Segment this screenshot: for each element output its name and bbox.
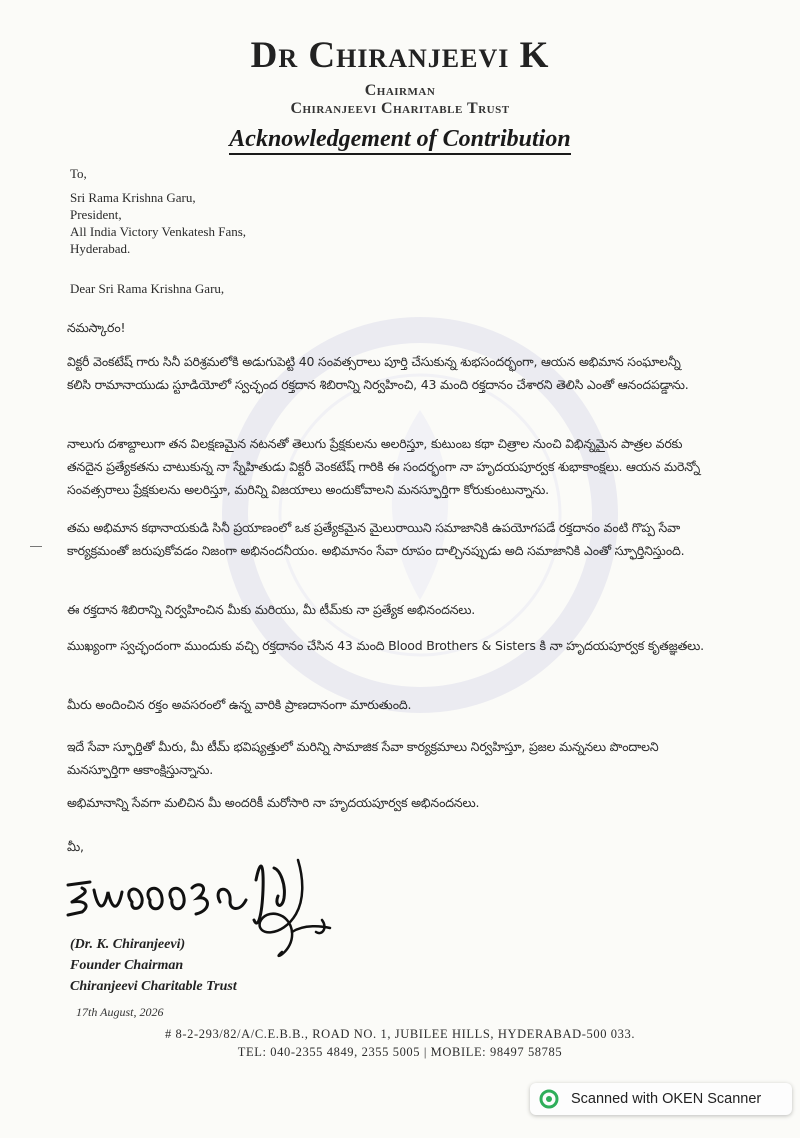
paragraph-1: విక్టరీ వెంకటేష్ గారు సినీ పరిశ్రమలోకి అడుగుపెట్టి 40 సంవత్సరాలు పూర్తి చేసుకున్న శుభసందర్భంగా, ఆయన అభిమాన సంఘాలన్నీ కలిసి రామానాయుడు స్టూడియోలో స్వచ్ఛంద రక్తదాన శిబిరాన్ని నిర్వహించి, 43 మంది రక్తదానం చేశారని తెలిసి ఎంతో ఆనందపడ్డాను. [67,354,689,392]
paragraph-4: ఈ రక్తదాన శిబిరాన్ని నిర్వహించిన మీకు మరియు, మీ టీమ్‌కు నా ప్రత్యేక అభినందనలు. [67,602,476,617]
paragraph-2: నాలుగు దశాబ్దాలుగా తన విలక్షణమైన నటనతో తెలుగు ప్రేక్షకులను అలరిస్తూ, కుటుంబ కథా చిత్రాల నుంచి విభిన్నమైన పాత్రల వరకు తనదైన ప్రత్యేకతను చాటుకున్న నా స్నేహితుడు విక్టరీ వెంకటేష్ గారికి ఈ సందర్భంగా నా హృదయపూర్వక శుభాకాంక్షలు. ఆయన మరెన్నో సంవత్సరాలు ప్రేక్షకులను అలరిస్తూ, మరిన్ని విజయాలు అందుకోవాలని మనస్ఫూర్తిగా కోరుకుంటున్నాను. [67,436,701,497]
letter-date: 17th August, 2026 [76,1005,164,1019]
closing: మీ, [67,839,84,854]
footer-contact: TEL: 040-2355 4849, 2355 5005 | MOBILE: 98497 58785 [237,1045,563,1059]
scanner-badge[interactable] [530,1083,792,1115]
address-organization: All India Victory Venkatesh Fans, [70,224,247,239]
address-city: Hyderabad. [70,241,131,256]
address-recipient: Sri Rama Krishna Garu, [70,190,196,205]
document-title: Acknowledgement of Contribution [0,126,800,153]
letterhead-name: Dr Chiranjeevi K [250,35,550,76]
signatory-organization: Chiranjeevi Charitable Trust [70,979,237,994]
greeting: నమస్కారం! [67,320,126,335]
paragraph-3: తమ అభిమాన కథానాయకుడి సినీ ప్రయాణంలో ఒక ప్రత్యేకమైన మైలురాయిని సమాజానికి ఉపయోగపడే రక్తదానం వంటి గొప్ప సేవా కార్యక్రమంతో జరుపుకోవడం నిజంగా అభినందనీయం. అభిమానం సేవా రూపం దాల్చినప్పుడు అది సమాజానికి ఎంతో స్ఫూర్తినిస్తుంది. [67,520,685,558]
paragraph-7: ఇదే సేవా స్ఫూర్తితో మీరు, మీ టీమ్ భవిష్యత్తులో మరిన్ని సామాజిక సేవా కార్యక్రమాలు నిర్వహిస్తూ, ప్రజల మన్ననలు పొందాలని మనస్ఫూర్తిగా ఆకాంక్షిస్తున్నాను. [67,739,659,777]
oken-scanner-icon [539,1089,559,1109]
scanner-badge-label: Scanned with OKEN Scanner [571,1091,762,1107]
paragraph-5: ముఖ్యంగా స్వచ్ఛందంగా ముందుకు వచ్చి రక్తదానం చేసిన 43 మంది Blood Brothers & Sisters కి నా హృదయపూర్వక కృతజ్ఞతలు. [67,638,704,653]
salutation: Dear Sri Rama Krishna Garu, [70,281,225,296]
paragraph-8: అభిమానాన్ని సేవగా మలిచిన మీ అందరికీ మరోసారి నా హృదయపూర్వక అభినందనలు. [67,795,480,810]
signatory-name: (Dr. K. Chiranjeevi) [70,937,186,952]
footer-address: # 8-2-293/82/A/C.E.B.B., ROAD NO. 1, JUBILEE HILLS, HYDERABAD-500 033. [164,1027,636,1041]
letterhead-designation: Chairman [364,82,436,99]
letterhead-organization: Chiranjeevi Charitable Trust [290,100,510,117]
signatory-title: Founder Chairman [70,958,184,973]
paragraph-6: మీరు అందించిన రక్తం అవసరంలో ఉన్న వారికి ప్రాణదానంగా మారుతుంది. [67,697,412,712]
address-to: To, [70,166,87,181]
scan-margin-mark [30,546,42,547]
address-position: President, [70,207,122,222]
